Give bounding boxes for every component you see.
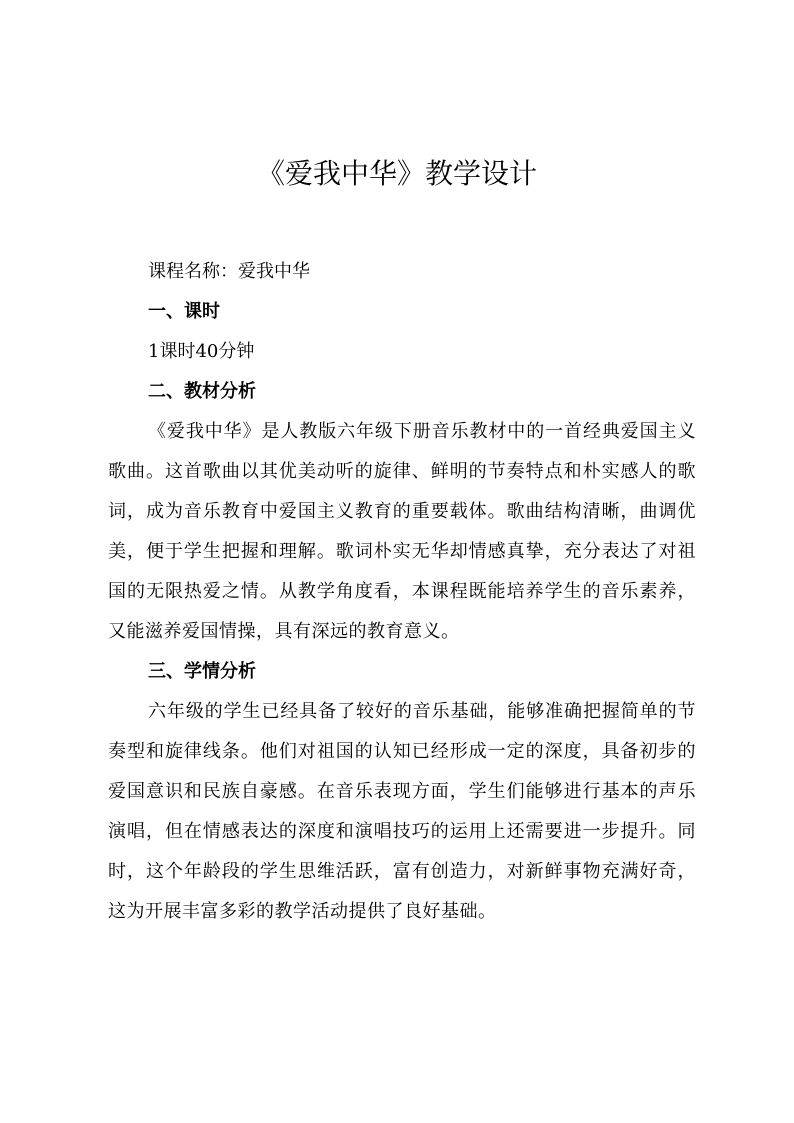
course-name-line: 课程名称：爱我中华 <box>148 261 310 282</box>
section-heading-student-analysis: 三、学情分析 <box>148 661 256 682</box>
document-title: 《爱我中华》教学设计 <box>256 157 537 190</box>
section-heading-textbook-analysis: 二、教材分析 <box>148 381 256 402</box>
section-heading-class-hours: 一、课时 <box>148 301 220 322</box>
section-body-class-hours: 1课时40分钟 <box>148 341 255 362</box>
section-body-textbook-analysis: 《爱我中华》是人教版六年级下册音乐教材中的一首经典爱国主义歌曲。这首歌曲以其优美动听的旋律、鲜明的节奏特点和朴实感人的歌词，成为音乐教育中爱国主义教育的重要载体。歌曲结构清晰，曲调优美，便于学生把握和理解。歌词朴实无华却情感真挚，充分表达了对祖国的无限热爱之情。从教学角度看，本课程既能培养学生的音乐素养，又能滋养爱国情操，具有深远的教育意义。 <box>108 421 696 642</box>
section-body-student-analysis: 六年级的学生已经具备了较好的音乐基础，能够准确把握简单的节奏型和旋律线条。他们对祖国的认知已经形成一定的深度，具备初步的爱国意识和民族自豪感。在音乐表现方面，学生们能够进行基本的声乐演唱，但在情感表达的深度和演唱技巧的运用上还需要进一步提升。同时，这个年龄段的学生思维活跃，富有创造力，对新鲜事物充满好奇，这为开展丰富多彩的教学活动提供了良好基础。 <box>108 701 696 922</box>
document-body <box>108 252 696 932</box>
